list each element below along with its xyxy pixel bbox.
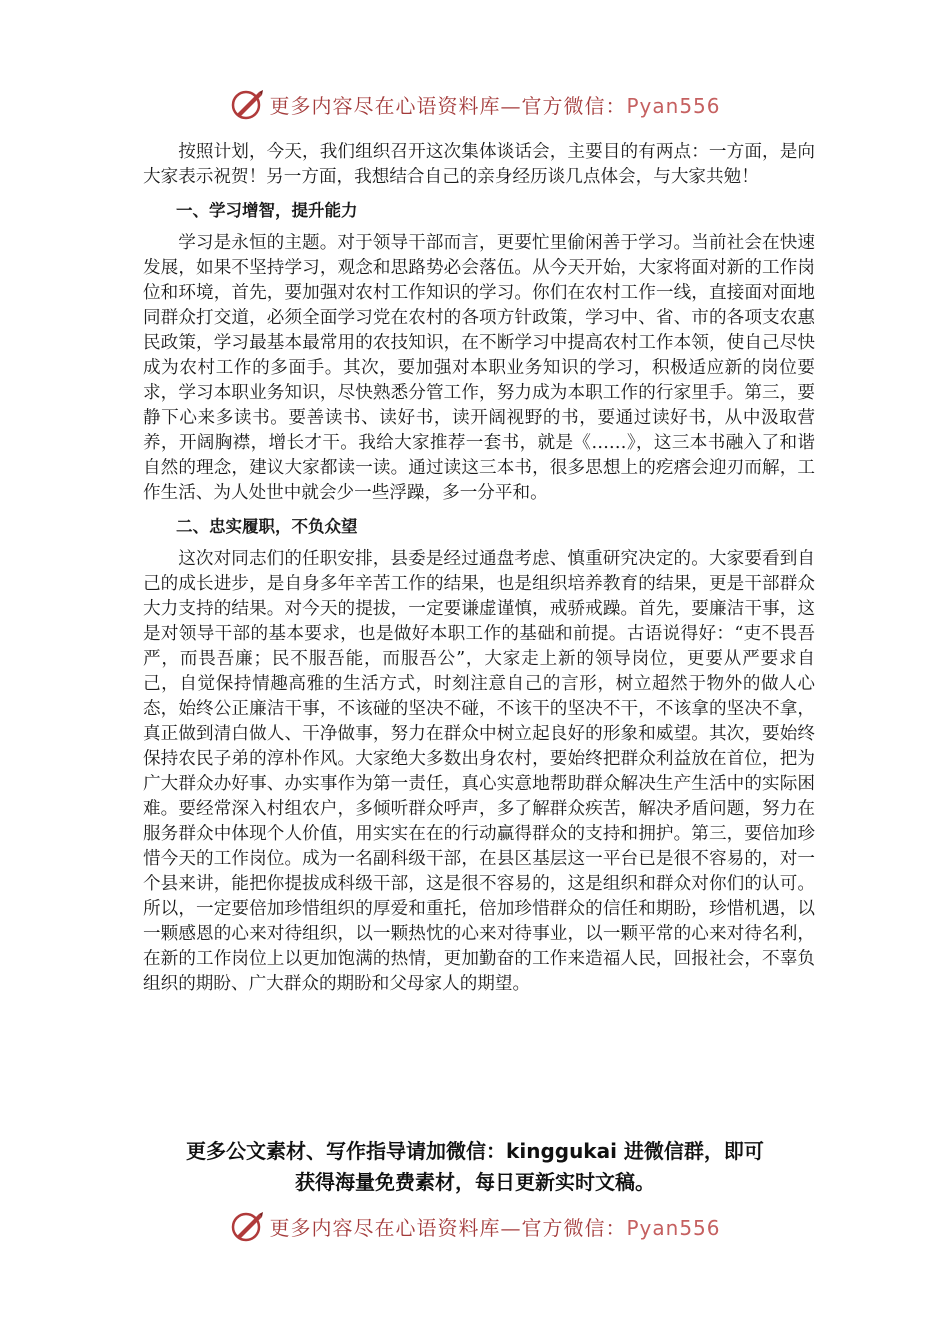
promo-line-1: 更多公文素材、写作指导请加微信：kinggukai 进微信群，即可: [186, 1139, 764, 1163]
header-banner-text: 更多内容尽在心语资料库—官方微信：: [269, 93, 627, 118]
footer-banner-text: 更多内容尽在心语资料库—官方微信：: [269, 1215, 627, 1240]
section1-body: 学习是永恒的主题。对于领导干部而言，更要忙里偷闲善于学习。当前社会在快速发展，如果不坚持学习，观念和思路势必会落伍。从今天开始，大家将面对新的工作岗位和环境，首先，要加强对农村工作知识的学习。你们在农村工作一线，直接面对面地同群众打交道，必须全面学习党在农村的各项方针政策，学习中、省、市的各项支农惠民政策，学习最基本最常用的农技知识，在不断学习中提高农村工作本领，使自己尽快成为农村工作的多面手。其次，要加强对本职业务知识的学习，积极适应新的岗位要求，学习本职业务知识，尽快熟悉分管工作，努力成为本职工作的行家里手。第三，要静下心来多读书。要善读书、读好书，读开阔视野的书，要通过读好书，从中汲取营养，开阔胸襟，增长才干。我给大家推荐一套书，就是《……》，这三本书融入了和谐自然的理念，建议大家都读一读。通过读这三本书，很多思想上的疙瘩会迎刃而解，工作生活、为人处世中就会少一些浮躁，多一分平和。: [143, 233, 815, 503]
intro-paragraph: 按照计划，今天，我们组织召开这次集体谈话会，主要目的有两点：一方面，是向大家表示祝贺！另一方面，我想结合自己的亲身经历谈几点体会，与大家共勉！: [143, 142, 815, 187]
promo-block: [0, 1136, 950, 1198]
footer-wechat-id: Pyan556: [626, 1215, 721, 1240]
pen-circle-logo-icon: [229, 1208, 265, 1244]
pen-circle-logo-icon: [229, 86, 265, 122]
section2-body: 这次对同志们的任职安排，县委是经过通盘考虑、慎重研究决定的。大家要看到自己的成长进步，是自身多年辛苦工作的结果，也是组织培养教育的结果，更是干部群众大力支持的结果。对今天的提拔，一定要谦虚谨慎，戒骄戒躁。首先，要廉洁干事，这是对领导干部的基本要求，也是做好本职工作的基础和前提。古语说得好：“吏不畏吾严，而畏吾廉；民不服吾能，而服吾公”，大家走上新的领导岗位，更要从严要求自己，自觉保持情趣高雅的生活方式，时刻注意自己的言形，树立超然于物外的做人心态，始终公正廉洁干事，不该碰的坚决不碰，不该干的坚决不干，不该拿的坚决不拿，真正做到清白做人、干净做事，努力在群众中树立起良好的形象和威望。其次，要始终保持农民子弟的淳朴作风。大家绝大多数出身农村，要始终把群众利益放在首位，把为广大群众办好事、办实事作为第一责任，真心实意地帮助群众解决生产生活中的实际困难。要经常深入村组农户，多倾听群众呼声，多了解群众疾苦，解决矛盾问题，努力在服务群众中体现个人价值，用实实在在的行动赢得群众的支持和拥护。第三，要倍加珍惜今天的工作岗位。成为一名副科级干部，在县区基层这一平台已是很不容易的，对一个县来讲，能把你提拔成科级干部，这是很不容易的，这是组织和群众对你们的认可。所以，一定要倍加珍惜组织的厚爱和重托，倍加珍惜群众的信任和期盼，珍惜机遇，以一颗感恩的心来对待组织，以一颗热忱的心来对待事业，以一颗平常的心来对待名利，在新的工作岗位上以更加饱满的热情，更加勤奋的工作来造福人民，回报社会，不辜负组织的期盼、广大群众的期盼和父母家人的期望。: [143, 549, 815, 994]
header-banner: [0, 86, 950, 122]
promo-line-2: 获得海量免费素材，每日更新实时文稿。: [295, 1170, 655, 1194]
header-wechat-id: Pyan556: [626, 93, 721, 118]
document-body: [143, 140, 815, 997]
footer-banner: [0, 1208, 950, 1244]
section1-heading: 一、学习增智，提升能力: [176, 201, 358, 220]
section2-heading: 二、忠实履职，不负众望: [176, 517, 358, 536]
